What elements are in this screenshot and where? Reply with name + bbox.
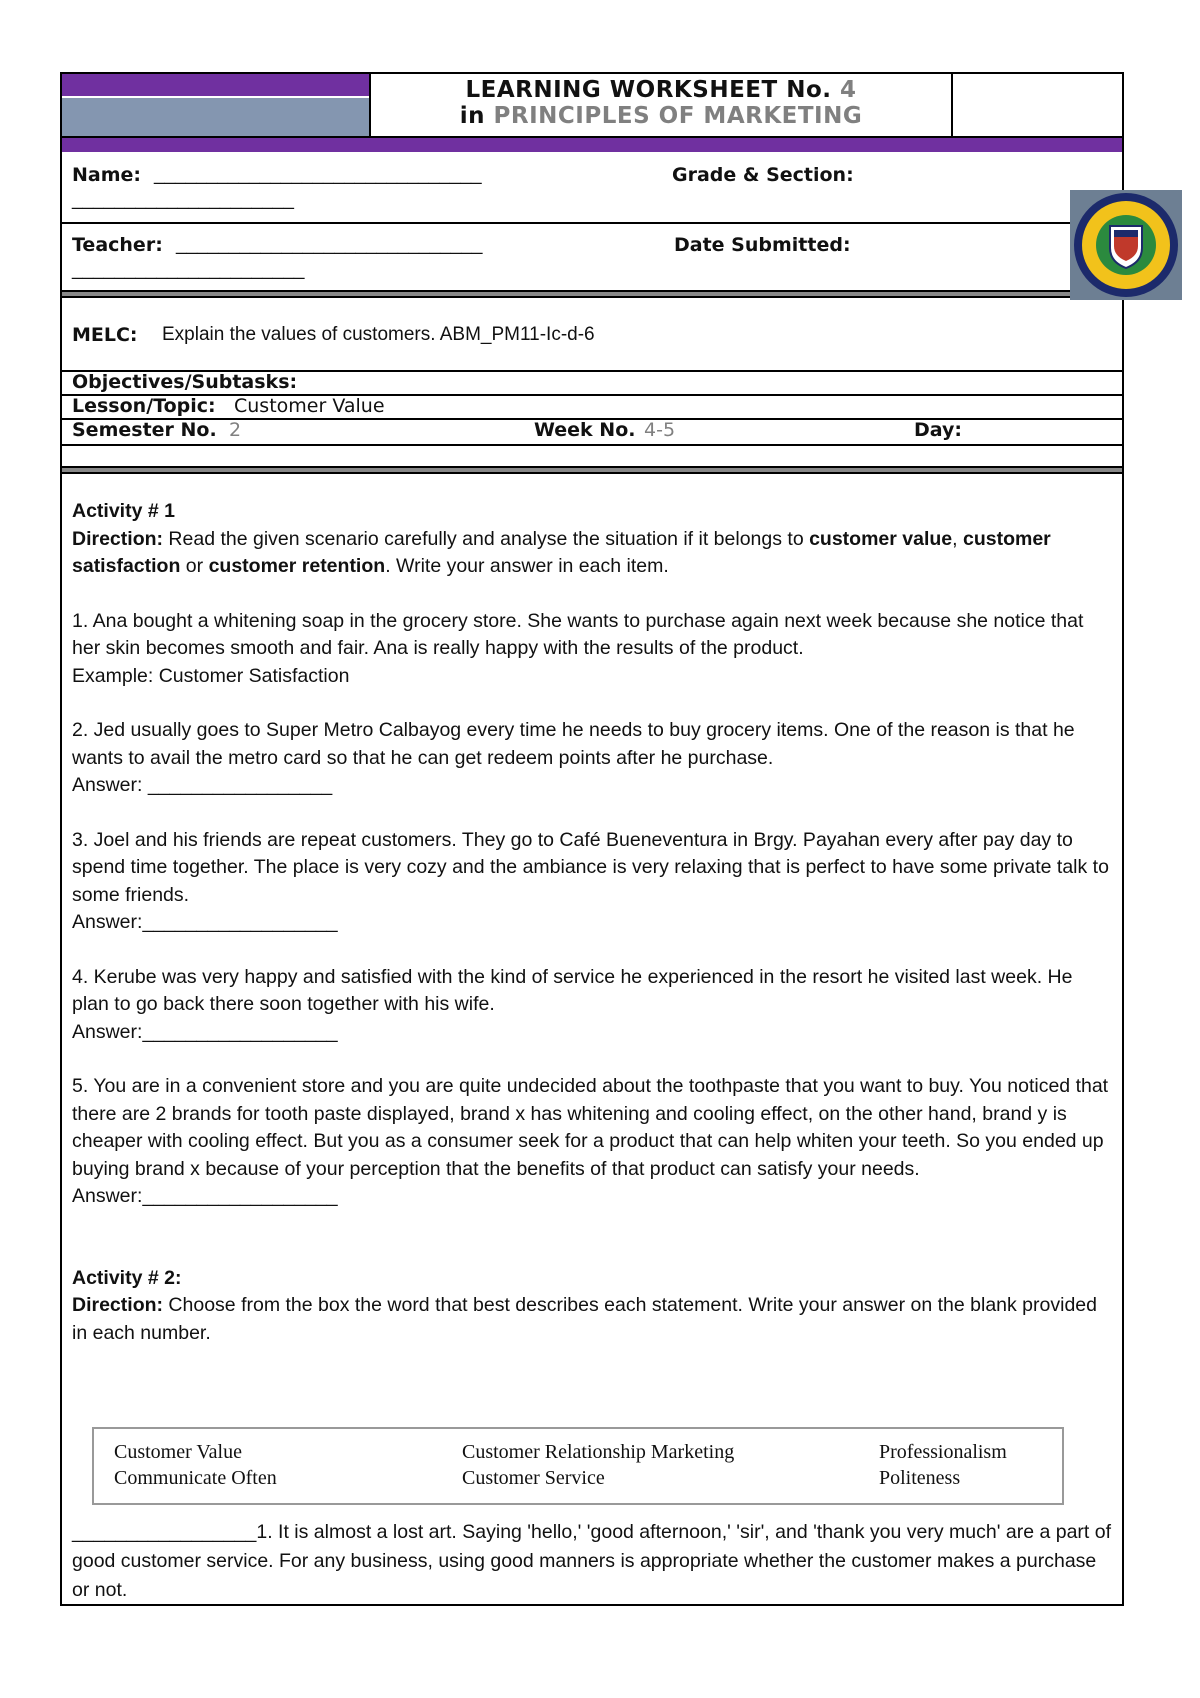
grade-section-label: Grade & Section: (672, 164, 854, 186)
double-divider (62, 466, 1122, 474)
subject-title: PRINCIPLES OF MARKETING (493, 103, 863, 129)
direction-label: Direction: (72, 527, 164, 550)
objectives-row (62, 371, 1122, 395)
activity-content (72, 498, 1112, 1347)
lesson-label: Lesson/Topic: (72, 395, 216, 417)
choice-item: Customer Relationship Marketing (462, 1441, 735, 1463)
question-text: 5. You are in a convenient store and you are quite undecided about the toothpaste that you want to buy. You noticed that there are 2 brands for tooth paste displayed, brand x has whitening and cooling effect, on the other hand, brand y is cheaper with cooling effect. But you as a consumer seek for a product that can help whiten your teeth. So you ended up buying brand x because of your perception that the benefits of that product can satisfy your needs. (72, 1075, 1109, 1180)
teacher-field-continuation[interactable]: ______________________ (72, 259, 305, 280)
choice-item: Professionalism (879, 1441, 1007, 1463)
choice-item: Customer Value (114, 1441, 242, 1463)
question-text: 2. Jed usually goes to Super Metro Calbayog every time he needs to buy grocery items. One of the reason is that he wants to avail the metro card so that he can get redeem points after he purchase. (72, 719, 1075, 769)
week-label: Week No. (534, 419, 636, 441)
semester-row (62, 419, 1122, 443)
name-field[interactable]: _______________________________ (154, 164, 482, 185)
teacher-field[interactable]: _____________________________ (176, 234, 483, 255)
choice-item: Communicate Often (114, 1467, 277, 1489)
term-customer-value: customer value (809, 527, 953, 550)
teacher-row (62, 234, 1122, 292)
week-value: 4-5 (644, 419, 676, 441)
purple-bar (62, 74, 369, 96)
divider (62, 444, 1122, 446)
name-field-continuation[interactable]: _____________________ (72, 189, 294, 210)
question-text: 4. Kerube was very happy and satisfied with the kind of service he experienced in the resort he visited last week. He plan to go back there soon together with his wife. (72, 965, 1073, 1015)
question-text: 1. Ana bought a whitening soap in the grocery store. She wants to purchase again next week because she notice that her skin becomes smooth and fair. Ana is really happy with the results of the product. (72, 609, 1084, 659)
title-prefix: LEARNING WORKSHEET No. (465, 77, 832, 103)
worksheet-header (62, 74, 1122, 136)
title-in: in (459, 103, 486, 129)
teacher-label: Teacher: (72, 234, 163, 256)
double-divider (62, 290, 1122, 298)
activity2-title: Activity # 2: (72, 1266, 182, 1289)
answer-line[interactable]: Answer: _________________ (72, 774, 333, 796)
melc-text: Explain the values of customers. ABM_PM11-Ic-d-6 (162, 324, 595, 345)
activity2-direction: Direction: Choose from the box the word that best describes each statement. Write your answer on the blank provided in each number. (72, 1294, 1097, 1344)
date-submitted-label: Date Submitted: (674, 234, 851, 256)
semester-value: 2 (229, 419, 242, 441)
activity1-title: Activity # 1 (72, 500, 175, 522)
lesson-value: Customer Value (234, 395, 385, 417)
term-customer-satisfaction: customer satisfaction (72, 527, 1051, 577)
activity1-direction: Direction: Read the given scenario carefully and analyse the situation if it belongs to customer value, customer satisfaction or customer retention. Write your answer in each item. (72, 527, 1051, 577)
activity2-item-1: _________________1. It is almost a lost art. Saying 'hello,' 'good afternoon,' 'sir', and 'thank you very much' are a part of good customer service. For any business, using good manners is appropriate whether the customer makes a purchase or not. (72, 1521, 1112, 1601)
name-row (62, 164, 1122, 222)
worksheet-number: 4 (840, 77, 857, 103)
divider (62, 222, 1122, 224)
question-text: 3. Joel and his friends are repeat customers. They go to Café Bueneventura in Brgy. Payahan every after pay day to spend time together. The place is very cozy and the ambiance is very relaxing that is perfect to have some private talk to some friends. (72, 828, 1109, 906)
answer-line[interactable]: Answer:__________________ (72, 911, 338, 933)
melc-row (62, 324, 1122, 354)
semester-label: Semester No. (72, 419, 217, 441)
answer-line[interactable]: Answer:__________________ (72, 1185, 338, 1207)
purple-band (62, 136, 1122, 152)
lesson-row (62, 395, 1122, 419)
header-color-block (62, 74, 371, 136)
term-customer-retention: customer retention (208, 555, 386, 577)
word-choices-box (92, 1427, 1064, 1505)
division-seal-logo (1070, 190, 1182, 300)
worksheet-title (371, 74, 953, 136)
objectives-label: Objectives/Subtasks: (72, 371, 298, 393)
choice-item: Politeness (879, 1467, 961, 1489)
answer-line: Example: Customer Satisfaction (72, 664, 350, 687)
name-label: Name: (72, 164, 142, 186)
choice-item: Customer Service (462, 1467, 605, 1489)
direction-label: Direction: (72, 1294, 164, 1316)
melc-label: MELC: (72, 324, 138, 346)
slate-bar (62, 98, 369, 136)
answer-line[interactable]: Answer:__________________ (72, 1020, 338, 1043)
day-label: Day: (914, 419, 962, 441)
